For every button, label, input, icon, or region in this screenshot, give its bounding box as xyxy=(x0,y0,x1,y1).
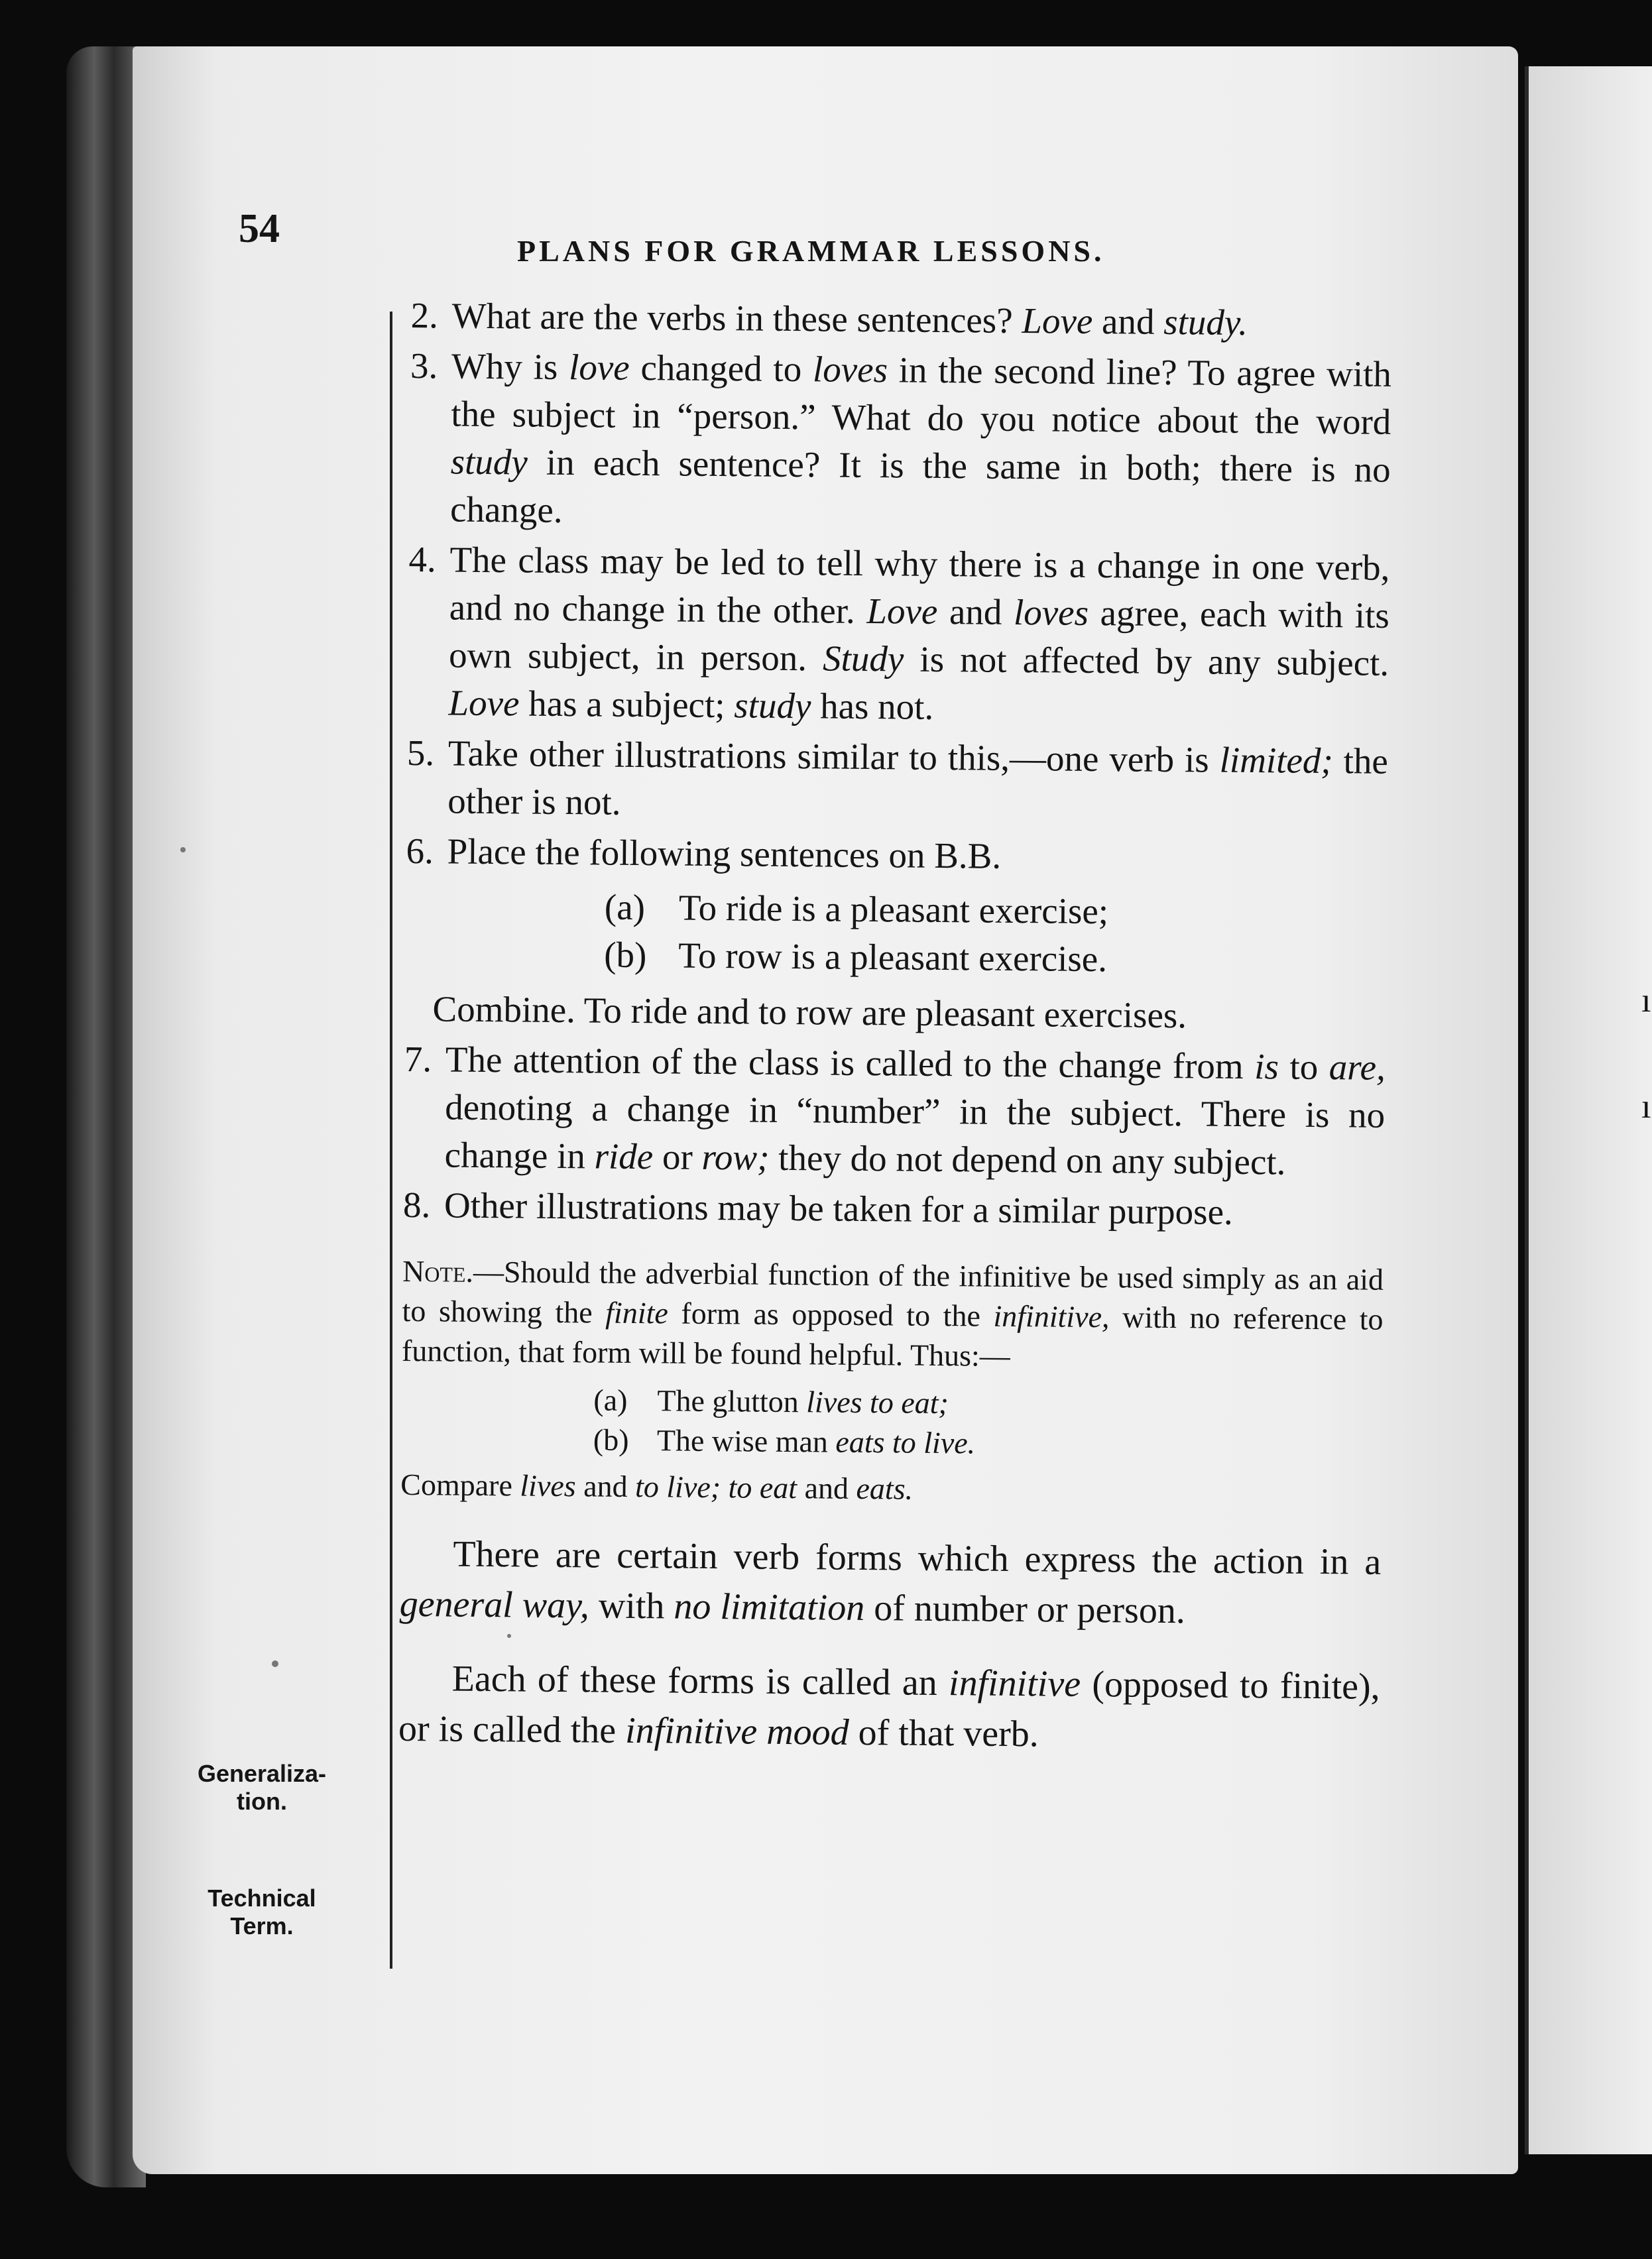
example-text: The wise man eats to live. xyxy=(656,1423,976,1460)
numbered-steps-continued xyxy=(403,1035,1386,1238)
note-text: —Should the adverbial function of the infinitive be used simply as an aid to showing the finite form as opposed to the infinitive, with no reference to function, that form will be found helpful. Thus:— xyxy=(401,1254,1384,1373)
item-text: Other illustrations may be taken for a similar purpose. xyxy=(443,1185,1234,1232)
list-item xyxy=(409,342,1391,542)
list-item xyxy=(403,1035,1386,1187)
example-label: (a) xyxy=(593,1383,628,1417)
note-paragraph xyxy=(402,1251,1384,1379)
paper-speck xyxy=(180,847,186,852)
item-number: 7. xyxy=(404,1038,432,1080)
example-label: (b) xyxy=(604,934,647,976)
item-text: The class may be led to tell why there is a change in one verb, and no change in the other. Love and loves agree, each with its own subject, in person. Study is not affected by any subject. Love has a subject; study has not. xyxy=(448,539,1390,727)
facing-page-edge: ı ı xyxy=(1525,66,1652,2154)
combine-sentence: Combine. To ride and to row are pleasant exercises. xyxy=(432,988,1187,1036)
list-item xyxy=(407,536,1389,735)
item-text: Why is love changed to loves in the second line? To agree with the subject in “person.” What do you notice about the word study in each sentence? It is the same in both; there is no change. xyxy=(449,345,1392,531)
numbered-steps xyxy=(406,292,1392,884)
item-number: 5. xyxy=(406,732,435,774)
note-heading: Note. xyxy=(402,1253,474,1289)
example-text: The glutton lives to eat; xyxy=(657,1383,949,1420)
compare-line: Compare lives and to live; to eat and eats. xyxy=(400,1467,914,1506)
item-number: 8. xyxy=(402,1184,431,1226)
example-text: To row is a pleasant exercise. xyxy=(678,935,1108,980)
example-sentences xyxy=(405,882,1387,986)
item-text: Take other illustrations similar to this,—one verb is limited; the other is not. xyxy=(447,732,1389,823)
side-label-technical-term: Technical Term. xyxy=(207,1884,316,1940)
note-examples xyxy=(401,1379,1383,1467)
example-line xyxy=(593,1380,1382,1426)
item-text: What are the verbs in these sentences? Love and study. xyxy=(451,295,1248,343)
example-label: (b) xyxy=(593,1422,629,1457)
list-item xyxy=(403,1181,1385,1238)
list-item xyxy=(410,292,1392,348)
example-line xyxy=(604,931,1387,986)
item-text: The attention of the class is called to the change from is to are, denoting a change in “number” in the subject. There is no change in ride or row; they do not depend on any subject. xyxy=(444,1039,1386,1183)
margin-rule xyxy=(390,312,392,1969)
page-body xyxy=(398,292,1392,1763)
list-item xyxy=(406,729,1388,833)
running-title: PLANS FOR GRAMMAR LESSONS. xyxy=(517,234,1105,268)
example-label: (a) xyxy=(604,886,646,928)
item-number: 4. xyxy=(408,538,436,580)
paper-speck xyxy=(272,1660,278,1667)
item-number: 6. xyxy=(406,830,434,872)
page-number: 54 xyxy=(239,206,280,251)
generalization-paragraph: There are certain verb forms which express the action in a general way, with no limitation of number or person. xyxy=(399,1533,1382,1632)
example-line xyxy=(593,1420,1382,1466)
item-number: 3. xyxy=(410,345,438,386)
side-label-generalization: Generaliza- tion. xyxy=(197,1760,327,1815)
item-number: 2. xyxy=(410,294,439,336)
list-item xyxy=(406,827,1387,884)
example-line xyxy=(605,884,1387,938)
example-text: To ride is a pleasant exercise; xyxy=(678,887,1109,932)
item-text: Place the following sentences on B.B. xyxy=(447,831,1002,876)
technical-term-paragraph: Each of these forms is called an infinitive (opposed to finite), or is called the infinitive mood of that verb. xyxy=(398,1658,1380,1755)
